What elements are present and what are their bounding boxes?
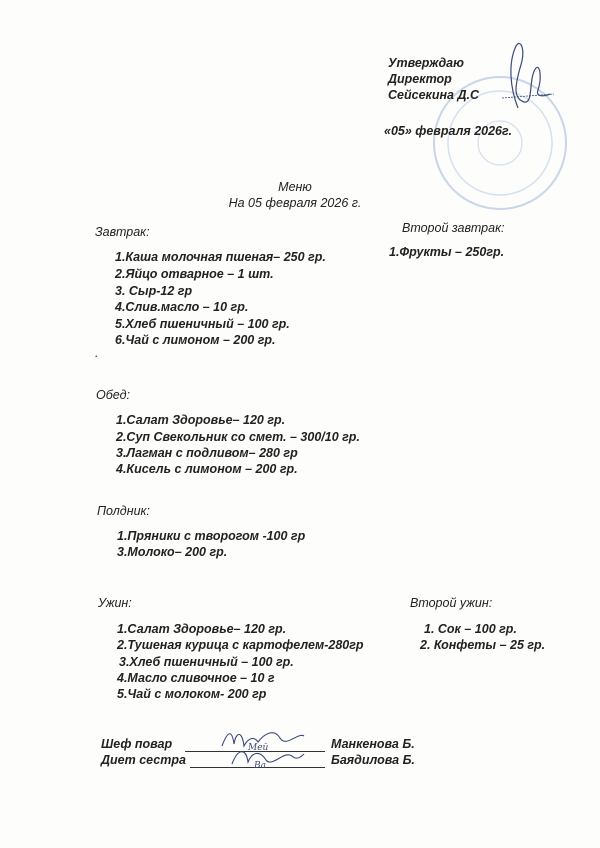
list-item: 2. Конфеты – 25 гр. — [420, 638, 546, 652]
list-item: 2.Яйцо отварное – 1 шт. — [115, 267, 274, 281]
snack-heading: Полдник: — [97, 504, 150, 518]
list-item: 1.Каша молочная пшеная– 250 гр. — [115, 250, 326, 264]
dietitian-role: Диет сестра — [101, 753, 186, 767]
list-item: 4.Слив.масло – 10 гр. — [115, 300, 249, 314]
director-signature — [488, 38, 558, 118]
list-item: 2.Суп Свекольник со смет. – 300/10 гр. — [116, 430, 360, 444]
second-breakfast-heading: Второй завтрак: — [402, 221, 505, 235]
list-item: 1. Сок – 100 гр. — [424, 622, 517, 636]
svg-text:Ва: Ва — [254, 761, 266, 771]
approval-line-3: Сейсекина Д.С — [388, 88, 479, 102]
list-item: 3. Сыр-12 гр — [115, 284, 193, 298]
approval-line-1: Утверждаю — [388, 56, 464, 70]
list-item: 3.Хлеб пшеничный – 100 гр. — [119, 655, 294, 669]
dietitian-signature — [226, 744, 306, 772]
second-dinner-heading: Второй ужин: — [410, 596, 493, 610]
dietitian-name: Баядилова Б. — [331, 753, 415, 767]
list-item: 1.Фрукты – 250гр. — [389, 245, 505, 259]
lunch-heading: Обед: — [96, 388, 130, 402]
list-item: 5.Хлеб пшеничный – 100 гр. — [115, 317, 290, 331]
list-item: 3.Молоко– 200 гр. — [117, 545, 228, 559]
breakfast-heading: Завтрак: — [95, 225, 150, 239]
chef-name: Манкенова Б. — [331, 737, 415, 751]
approval-date: «05» февраля 2026г. — [384, 124, 512, 138]
page-title: Меню — [278, 180, 312, 194]
list-item: 6.Чай с лимоном – 200 гр. — [115, 333, 276, 347]
list-item: 4.Кисель с лимоном – 200 гр. — [116, 462, 298, 476]
chef-role: Шеф повар — [101, 737, 173, 751]
svg-text:Мей: Мей — [248, 743, 269, 753]
stray-dot: . — [95, 346, 99, 360]
list-item: 2.Тушеная курица с картофелем-280гр — [117, 638, 364, 652]
list-item: 1.Салат Здоровье– 120 гр. — [116, 413, 286, 427]
list-item: 5.Чай с молоком- 200 гр — [117, 687, 267, 701]
list-item: 4.Масло сливочное – 10 г — [117, 671, 275, 685]
list-item: 3.Лагман с подливом– 280 гр — [116, 446, 298, 460]
page-subtitle: На 05 февраля 2026 г. — [228, 196, 362, 210]
approval-line-2: Директор — [388, 72, 452, 86]
list-item: 1.Пряники с творогом -100 гр — [117, 529, 306, 543]
dinner-heading: Ужин: — [98, 596, 132, 610]
list-item: 1.Салат Здоровье– 120 гр. — [117, 622, 287, 636]
